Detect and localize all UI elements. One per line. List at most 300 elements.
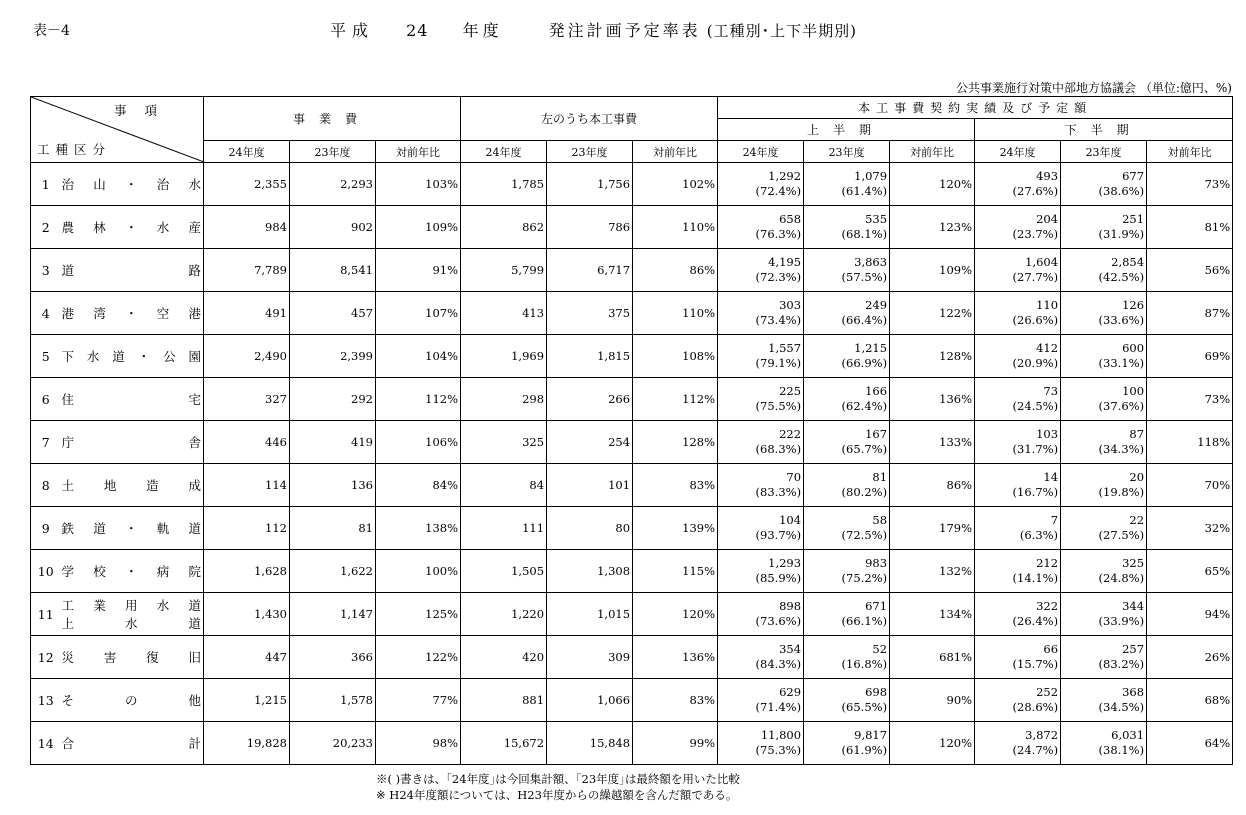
honkoji-ratio-cell: 110% xyxy=(633,292,718,335)
row-number: 12 xyxy=(31,636,61,679)
table-row xyxy=(31,722,1233,765)
table-row xyxy=(31,464,1233,507)
amount: 126 xyxy=(1122,298,1145,312)
subheader-ratio: 対前年比 xyxy=(633,141,718,163)
footnote: ※( )書きは、｢24年度｣は今回集計額、｢23年度｣は最終額を用いた比較 xyxy=(376,772,740,786)
amount: 73 xyxy=(1043,384,1059,398)
shimohanki-23-cell xyxy=(1061,636,1147,679)
honkoji-23-cell: 15,848 xyxy=(547,722,633,765)
amount: 600 xyxy=(1122,341,1145,355)
category-char: 土 xyxy=(61,478,75,493)
kamihanki-23-cell xyxy=(804,550,890,593)
share-percent: (84.3%) xyxy=(755,657,802,671)
honkoji-ratio-cell: 128% xyxy=(633,421,718,464)
corner-top-label: 事項 xyxy=(113,103,175,118)
honkoji-ratio-cell: 83% xyxy=(633,679,718,722)
kamihanki-23-cell xyxy=(804,421,890,464)
shimohanki-23-cell xyxy=(1061,593,1147,636)
title-part: 24 xyxy=(406,21,429,40)
amount: 3,872 xyxy=(1025,728,1059,742)
shimohanki-ratio-cell: 32% xyxy=(1147,507,1233,550)
shimohanki-23-cell xyxy=(1061,722,1147,765)
amount: 166 xyxy=(865,384,888,398)
amount: 222 xyxy=(779,427,802,441)
honkoji-24-cell: 1,220 xyxy=(461,593,547,636)
share-percent: (62.4%) xyxy=(841,399,888,413)
category-char: 庁 xyxy=(61,435,75,450)
jigyohi-ratio-cell: 103% xyxy=(376,163,461,206)
kamihanki-23-cell xyxy=(804,249,890,292)
jigyohi-23-cell: 902 xyxy=(290,206,376,249)
amount: 535 xyxy=(865,212,888,226)
category-char: ・ xyxy=(124,177,138,192)
shimohanki-23-cell xyxy=(1061,292,1147,335)
honkoji-23-cell: 254 xyxy=(547,421,633,464)
row-number: 14 xyxy=(31,722,61,765)
honkoji-24-cell: 1,785 xyxy=(461,163,547,206)
jigyohi-24-cell: 327 xyxy=(204,378,290,421)
kamihanki-24-cell xyxy=(718,507,804,550)
shimohanki-ratio-cell: 56% xyxy=(1147,249,1233,292)
share-percent: (75.5%) xyxy=(755,399,802,413)
jigyohi-ratio-cell: 77% xyxy=(376,679,461,722)
share-percent: (27.6%) xyxy=(1012,184,1059,198)
category-char: ・ xyxy=(124,521,138,536)
honkoji-23-cell: 1,815 xyxy=(547,335,633,378)
shimohanki-24-cell xyxy=(975,335,1061,378)
shimohanki-ratio-cell: 118% xyxy=(1147,421,1233,464)
category-char: 地 xyxy=(103,478,117,493)
category-char: 水 xyxy=(86,349,100,364)
kamihanki-24-cell xyxy=(718,292,804,335)
table-row xyxy=(31,206,1233,249)
kamihanki-ratio-cell: 90% xyxy=(890,679,975,722)
category-char: 舎 xyxy=(188,435,201,450)
row-category xyxy=(61,722,204,765)
kamihanki-24-cell xyxy=(718,335,804,378)
category-char: 復 xyxy=(146,650,159,665)
amount: 252 xyxy=(1036,685,1059,699)
honkoji-24-cell: 420 xyxy=(461,636,547,679)
category-char: 水 xyxy=(156,598,170,613)
shimohanki-23-cell xyxy=(1061,550,1147,593)
shimohanki-24-cell xyxy=(975,593,1061,636)
row-category xyxy=(61,163,204,206)
shimohanki-ratio-cell: 26% xyxy=(1147,636,1233,679)
row-number: 2 xyxy=(31,206,61,249)
share-percent: (79.1%) xyxy=(755,356,802,370)
table-row xyxy=(31,378,1233,421)
amount: 493 xyxy=(1036,169,1059,183)
shimohanki-ratio-cell: 69% xyxy=(1147,335,1233,378)
amount: 1,292 xyxy=(768,169,802,183)
shimohanki-24-cell xyxy=(975,550,1061,593)
share-percent: (33.6%) xyxy=(1098,313,1145,327)
shimohanki-24-cell xyxy=(975,292,1061,335)
page-title xyxy=(330,18,857,41)
share-percent: (66.9%) xyxy=(841,356,888,370)
jigyohi-24-cell: 447 xyxy=(204,636,290,679)
kamihanki-ratio-cell: 681% xyxy=(890,636,975,679)
share-percent: (23.7%) xyxy=(1012,227,1059,241)
category-char: 用 xyxy=(124,598,138,613)
amount: 368 xyxy=(1122,685,1145,699)
shimohanki-24-cell xyxy=(975,249,1061,292)
subheader-y23: 23年度 xyxy=(804,141,890,163)
jigyohi-ratio-cell: 104% xyxy=(376,335,461,378)
share-percent: (73.6%) xyxy=(755,614,802,628)
shimohanki-24-cell xyxy=(975,378,1061,421)
honkoji-ratio-cell: 110% xyxy=(633,206,718,249)
honkoji-23-cell: 309 xyxy=(547,636,633,679)
footnotes xyxy=(376,771,740,803)
honkoji-ratio-cell: 112% xyxy=(633,378,718,421)
jigyohi-24-cell: 7,789 xyxy=(204,249,290,292)
category-char: 治 xyxy=(61,177,75,192)
shimohanki-23-cell xyxy=(1061,464,1147,507)
amount: 344 xyxy=(1122,599,1145,613)
share-percent: (71.4%) xyxy=(755,700,802,714)
share-percent: (26.6%) xyxy=(1012,313,1059,327)
kamihanki-23-cell xyxy=(804,679,890,722)
amount: 58 xyxy=(872,513,888,527)
amount: 4,195 xyxy=(768,255,802,269)
category-char: 湾 xyxy=(93,306,106,321)
kamihanki-ratio-cell: 122% xyxy=(890,292,975,335)
kamihanki-ratio-cell: 109% xyxy=(890,249,975,292)
category-char: 治 xyxy=(156,177,170,192)
share-percent: (65.7%) xyxy=(841,442,888,456)
honkoji-24-cell: 413 xyxy=(461,292,547,335)
share-percent: (80.2%) xyxy=(841,485,888,499)
kamihanki-24-cell xyxy=(718,593,804,636)
category-char: 道 xyxy=(188,598,201,613)
category-char: 水 xyxy=(124,616,138,631)
honkoji-24-cell: 325 xyxy=(461,421,547,464)
amount: 66 xyxy=(1043,642,1059,656)
amount: 1,079 xyxy=(854,169,888,183)
row-category xyxy=(61,636,204,679)
shimohanki-23-cell xyxy=(1061,421,1147,464)
jigyohi-24-cell: 2,355 xyxy=(204,163,290,206)
kamihanki-23-cell xyxy=(804,206,890,249)
amount: 257 xyxy=(1122,642,1145,656)
kamihanki-23-cell xyxy=(804,593,890,636)
kamihanki-ratio-cell: 134% xyxy=(890,593,975,636)
honkoji-23-cell: 1,308 xyxy=(547,550,633,593)
jigyohi-ratio-cell: 84% xyxy=(376,464,461,507)
share-percent: (57.5%) xyxy=(841,270,888,284)
share-percent: (83.2%) xyxy=(1098,657,1145,671)
amount: 671 xyxy=(865,599,888,613)
shimohanki-24-cell xyxy=(975,722,1061,765)
share-percent: (33.9%) xyxy=(1098,614,1145,628)
category-char: 上 xyxy=(61,616,75,631)
table-row xyxy=(31,636,1233,679)
jigyohi-ratio-cell: 98% xyxy=(376,722,461,765)
jigyohi-24-cell: 114 xyxy=(204,464,290,507)
row-category xyxy=(61,335,204,378)
share-percent: (20.9%) xyxy=(1012,356,1059,370)
share-percent: (16.8%) xyxy=(841,657,888,671)
row-number: 10 xyxy=(31,550,61,593)
share-percent: (14.1%) xyxy=(1012,571,1059,585)
kamihanki-ratio-cell: 120% xyxy=(890,163,975,206)
amount: 3,863 xyxy=(854,255,888,269)
corner-header xyxy=(31,97,204,163)
kamihanki-ratio-cell: 123% xyxy=(890,206,975,249)
kamihanki-23-cell xyxy=(804,507,890,550)
row-number: 4 xyxy=(31,292,61,335)
amount: 322 xyxy=(1036,599,1059,613)
kamihanki-24-cell xyxy=(718,636,804,679)
row-category xyxy=(61,292,204,335)
table-label: 表－4 xyxy=(33,23,70,39)
kamihanki-ratio-cell: 120% xyxy=(890,722,975,765)
honkoji-23-cell: 786 xyxy=(547,206,633,249)
shimohanki-ratio-cell: 73% xyxy=(1147,378,1233,421)
share-percent: (75.3%) xyxy=(755,743,802,757)
jigyohi-24-cell: 984 xyxy=(204,206,290,249)
share-percent: (38.1%) xyxy=(1098,743,1145,757)
share-percent: (72.5%) xyxy=(841,528,888,542)
category-char: 産 xyxy=(188,220,201,235)
share-percent: (31.9%) xyxy=(1098,227,1145,241)
shimohanki-ratio-cell: 64% xyxy=(1147,722,1233,765)
amount: 629 xyxy=(779,685,802,699)
shimohanki-23-cell xyxy=(1061,335,1147,378)
jigyohi-23-cell: 419 xyxy=(290,421,376,464)
amount: 70 xyxy=(786,470,802,484)
category-char: 院 xyxy=(188,564,201,579)
honkoji-24-cell: 111 xyxy=(461,507,547,550)
amount: 22 xyxy=(1129,513,1145,527)
honkoji-23-cell: 6,717 xyxy=(547,249,633,292)
shimohanki-24-cell xyxy=(975,421,1061,464)
jigyohi-ratio-cell: 138% xyxy=(376,507,461,550)
share-percent: (24.5%) xyxy=(1012,399,1059,413)
category-char: 合 xyxy=(61,736,75,751)
amount: 412 xyxy=(1036,341,1059,355)
kamihanki-24-cell xyxy=(718,421,804,464)
jigyohi-23-cell: 81 xyxy=(290,507,376,550)
jigyohi-23-cell: 366 xyxy=(290,636,376,679)
jigyohi-24-cell: 1,430 xyxy=(204,593,290,636)
kamihanki-24-cell xyxy=(718,378,804,421)
share-percent: (61.9%) xyxy=(841,743,888,757)
subheader-y24: 24年度 xyxy=(204,141,290,163)
jigyohi-24-cell: 491 xyxy=(204,292,290,335)
share-percent: (66.4%) xyxy=(841,313,888,327)
amount: 7 xyxy=(1050,513,1059,527)
row-number: 13 xyxy=(31,679,61,722)
share-percent: (26.4%) xyxy=(1012,614,1059,628)
amount: 1,604 xyxy=(1025,255,1059,269)
table-row xyxy=(31,679,1233,722)
row-category xyxy=(61,378,204,421)
amount: 6,031 xyxy=(1111,728,1145,742)
shimohanki-24-cell xyxy=(975,464,1061,507)
category-char: 港 xyxy=(61,306,75,321)
category-char: 港 xyxy=(188,306,201,321)
kamihanki-24-cell xyxy=(718,550,804,593)
shimohanki-23-cell xyxy=(1061,679,1147,722)
share-percent: (33.1%) xyxy=(1098,356,1145,370)
category-char: 成 xyxy=(188,478,201,493)
category-char: 水 xyxy=(188,177,201,192)
honkoji-24-cell: 1,505 xyxy=(461,550,547,593)
honkoji-23-cell: 1,066 xyxy=(547,679,633,722)
table-row xyxy=(31,292,1233,335)
kamihanki-24-cell xyxy=(718,722,804,765)
jigyohi-ratio-cell: 91% xyxy=(376,249,461,292)
share-percent: (93.7%) xyxy=(755,528,802,542)
category-char: 道 xyxy=(93,521,106,536)
amount: 325 xyxy=(1122,556,1145,570)
amount: 1,557 xyxy=(768,341,802,355)
jigyohi-24-cell: 1,628 xyxy=(204,550,290,593)
shimohanki-24-cell xyxy=(975,163,1061,206)
kamihanki-ratio-cell: 128% xyxy=(890,335,975,378)
jigyohi-23-cell: 20,233 xyxy=(290,722,376,765)
category-char: 水 xyxy=(156,220,170,235)
amount: 354 xyxy=(779,642,802,656)
jigyohi-23-cell: 136 xyxy=(290,464,376,507)
share-percent: (42.5%) xyxy=(1098,270,1145,284)
category-char: の xyxy=(124,693,138,708)
shimohanki-ratio-cell: 68% xyxy=(1147,679,1233,722)
share-percent: (19.8%) xyxy=(1098,485,1145,499)
category-char: 害 xyxy=(103,650,117,665)
share-percent: (85.9%) xyxy=(755,571,802,585)
category-char: 病 xyxy=(156,564,170,579)
jigyohi-ratio-cell: 107% xyxy=(376,292,461,335)
amount: 898 xyxy=(779,599,802,613)
row-category xyxy=(61,421,204,464)
share-percent: (24.7%) xyxy=(1012,743,1059,757)
honkoji-ratio-cell: 86% xyxy=(633,249,718,292)
table-row xyxy=(31,593,1233,636)
category-char: ・ xyxy=(124,220,138,235)
category-char: 鉄 xyxy=(61,521,75,536)
honkoji-ratio-cell: 136% xyxy=(633,636,718,679)
amount: 1,293 xyxy=(768,556,802,570)
amount: 20 xyxy=(1129,470,1145,484)
amount: 167 xyxy=(865,427,888,441)
jigyohi-23-cell: 2,293 xyxy=(290,163,376,206)
amount: 11,800 xyxy=(760,728,802,742)
amount: 110 xyxy=(1036,298,1059,312)
jigyohi-24-cell: 2,490 xyxy=(204,335,290,378)
kamihanki-24-cell xyxy=(718,206,804,249)
amount: 698 xyxy=(865,685,888,699)
share-percent: (28.6%) xyxy=(1012,700,1059,714)
category-char: 園 xyxy=(188,349,201,364)
order-plan-table xyxy=(30,96,1233,765)
amount: 658 xyxy=(779,212,802,226)
row-number: 8 xyxy=(31,464,61,507)
row-number: 1 xyxy=(31,163,61,206)
jigyohi-23-cell: 1,578 xyxy=(290,679,376,722)
group-kamihanki: 上半期 xyxy=(718,119,975,141)
group-honkoji: 左のうち本工事費 xyxy=(461,97,718,141)
honkoji-24-cell: 5,799 xyxy=(461,249,547,292)
shimohanki-24-cell xyxy=(975,206,1061,249)
jigyohi-24-cell: 446 xyxy=(204,421,290,464)
row-category xyxy=(61,593,204,636)
share-percent: (83.3%) xyxy=(755,485,802,499)
share-percent: (16.7%) xyxy=(1012,485,1059,499)
row-number: 7 xyxy=(31,421,61,464)
jigyohi-ratio-cell: 100% xyxy=(376,550,461,593)
honkoji-24-cell: 881 xyxy=(461,679,547,722)
category-char: ・ xyxy=(124,306,138,321)
share-percent: (61.4%) xyxy=(841,184,888,198)
title-part: 発注計画予定率表 xyxy=(548,21,701,40)
jigyohi-24-cell: 112 xyxy=(204,507,290,550)
category-char: 工 xyxy=(61,598,75,613)
category-char: 林 xyxy=(93,220,106,235)
shimohanki-ratio-cell: 73% xyxy=(1147,163,1233,206)
kamihanki-24-cell xyxy=(718,464,804,507)
share-percent: (65.5%) xyxy=(841,700,888,714)
share-percent: (38.6%) xyxy=(1098,184,1145,198)
share-percent: (72.4%) xyxy=(755,184,802,198)
share-percent: (15.7%) xyxy=(1012,657,1059,671)
shimohanki-23-cell xyxy=(1061,163,1147,206)
honkoji-ratio-cell: 83% xyxy=(633,464,718,507)
share-percent: (73.4%) xyxy=(755,313,802,327)
honkoji-24-cell: 15,672 xyxy=(461,722,547,765)
shimohanki-23-cell xyxy=(1061,206,1147,249)
shimohanki-ratio-cell: 70% xyxy=(1147,464,1233,507)
table-row xyxy=(31,421,1233,464)
row-category xyxy=(61,206,204,249)
row-category xyxy=(61,249,204,292)
category-char: 山 xyxy=(93,177,106,192)
category-char: 道 xyxy=(188,521,201,536)
kamihanki-ratio-cell: 132% xyxy=(890,550,975,593)
amount: 204 xyxy=(1036,212,1059,226)
share-percent: (24.8%) xyxy=(1098,571,1145,585)
category-char: 旧 xyxy=(188,650,201,665)
subheader-ratio: 対前年比 xyxy=(890,141,975,163)
kamihanki-ratio-cell: 86% xyxy=(890,464,975,507)
jigyohi-ratio-cell: 106% xyxy=(376,421,461,464)
share-percent: (75.2%) xyxy=(841,571,888,585)
shimohanki-ratio-cell: 65% xyxy=(1147,550,1233,593)
jigyohi-23-cell: 292 xyxy=(290,378,376,421)
honkoji-24-cell: 84 xyxy=(461,464,547,507)
kamihanki-ratio-cell: 133% xyxy=(890,421,975,464)
honkoji-ratio-cell: 99% xyxy=(633,722,718,765)
kamihanki-ratio-cell: 179% xyxy=(890,507,975,550)
category-char: 住 xyxy=(61,392,75,407)
amount: 212 xyxy=(1036,556,1059,570)
share-percent: (27.7%) xyxy=(1012,270,1059,284)
amount: 677 xyxy=(1122,169,1145,183)
category-char: ・ xyxy=(124,564,138,579)
share-percent: (6.3%) xyxy=(1019,528,1059,542)
corner-bottom-label: 工種区分 xyxy=(37,142,112,157)
category-char: そ xyxy=(61,693,75,708)
title-part: 平成 xyxy=(330,21,375,40)
table-row xyxy=(31,249,1233,292)
row-number: 5 xyxy=(31,335,61,378)
amount: 2,854 xyxy=(1111,255,1145,269)
category-char: ・ xyxy=(137,349,151,364)
kamihanki-24-cell xyxy=(718,163,804,206)
